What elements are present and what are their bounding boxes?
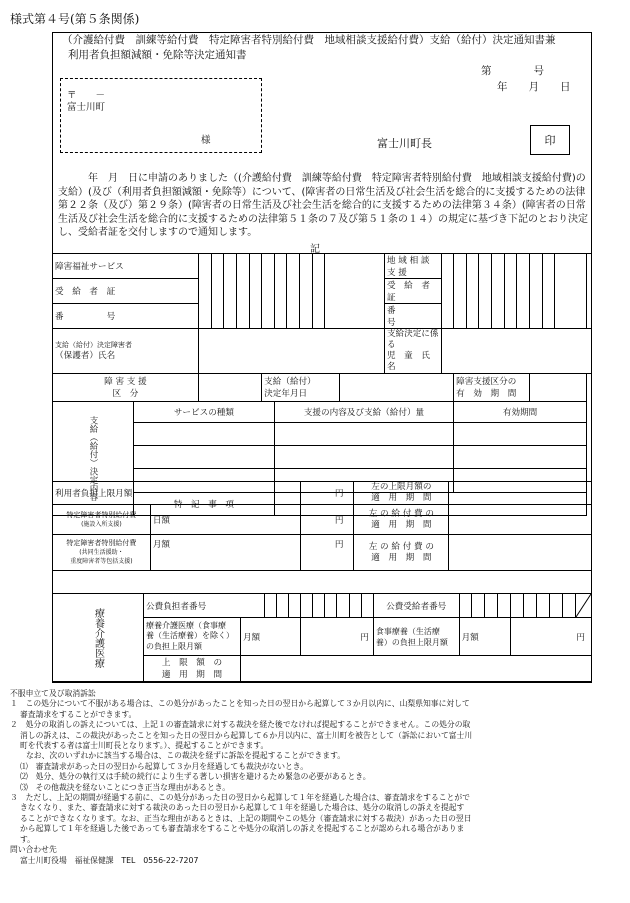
daily-amount-yen: 円 <box>300 505 354 535</box>
limit-period-1: 左の上限月額の <box>371 482 432 492</box>
pay-period-label-1 <box>354 505 449 535</box>
support-content-header: 支援の内容及び支給（給付）量 <box>274 402 453 423</box>
meal-1: 食事療養（生活療 <box>375 626 440 636</box>
decision-date-label <box>262 374 340 402</box>
medical-care-table <box>52 593 592 682</box>
limit-3-2: 適 用 期 間 <box>161 669 223 680</box>
special1-2: (施設入所支援) <box>81 520 122 528</box>
category-label-1: 障 害 支 援 <box>104 376 147 387</box>
notes-heading: 不服申立て及び取消訴訟 <box>10 689 96 698</box>
note-3b: きなくなり、また、審査請求に対する裁決のあった日の翌日から起算して１年を経過した場合は、処分の取消しの訴えを提起す <box>20 803 465 813</box>
meal-yen: 円 <box>511 618 592 656</box>
limit-period-label-medical <box>144 656 241 682</box>
document-title-line1: （介護給付費 訓練等給付費 特定障害者特別給付費 地域相談支援給付費）支給（給付）決定通知書兼 <box>62 34 556 46</box>
certificate-label: 受 給 者 証 <box>53 279 199 304</box>
note-1a: １ この処分について不服がある場合は、この処分があったことを知った日の翌日から起算して３か月以内に、山梨県知事に対して <box>10 699 470 709</box>
note-3e: す。 <box>20 834 35 844</box>
category-valid-period-label <box>454 374 530 402</box>
certificate-label-right: 受 給 者 証 <box>384 279 441 304</box>
meal-2: 養）の負担上限月額 <box>375 637 448 647</box>
note-3c: ることができなくなります。なお、正当な理由があるときは、上記の期間やこの処分（審査請求に対する裁決）があった日の翌日 <box>20 813 472 823</box>
burden-limit-table <box>52 481 592 571</box>
daily-amount-label: 日額 <box>150 505 300 535</box>
support-category-label <box>53 374 199 402</box>
monthly-amount-label: 月額 <box>150 535 300 571</box>
special2-1: 特定障害者特別給付費 <box>66 539 137 547</box>
category-label-2: 区 分 <box>112 388 139 399</box>
meal-limit-label <box>373 618 459 656</box>
valid-period-header: 有効期間 <box>454 402 587 423</box>
note-2d: なお、次のいずれかに該当する場合は、この裁決を経ずに訴訟を提起することができます。 <box>26 751 346 761</box>
monthly-amount-yen: 円 <box>300 535 354 571</box>
note-2b: 消しの訴えは、この裁決があったことを知った日の翌日から起算して６か月以内に、富士川町を被告として（訴訟において富士川 <box>20 730 473 740</box>
contact-info: 富士川町役場 福祉保健課 TEL 0556-22-7207 <box>20 855 199 865</box>
decision-date-1: 支給（給付） <box>264 376 316 387</box>
medical-care-side-label: 療養介護医療 <box>53 594 144 682</box>
special-benefit-group-label <box>53 535 151 571</box>
care-3: の負担上限月額 <box>146 641 202 651</box>
payer-number-label: 公費負担者番号 <box>144 594 265 618</box>
valid-1: 障害支援区分の <box>456 376 517 387</box>
welfare-service-label: 障害福祉サービス <box>53 254 199 279</box>
recipient-town: 富士川町 <box>67 102 106 113</box>
note-2a: ２ 処分の取消しの訴えについては、上記１の審査請求に対する裁決を経た後でなければ提起することができません。この処分の取 <box>10 720 471 730</box>
document-date: 年 月 日 <box>497 81 571 93</box>
pay-period-label-2 <box>354 535 449 571</box>
guardian-name-label <box>53 329 199 374</box>
contact-heading: 問い合わせ先 <box>10 845 57 855</box>
guardian-label-1: 支給（給付）決定障害者 <box>55 341 132 349</box>
seal-label: 印 <box>544 134 556 147</box>
decision-content-side-label: 支給（給付）決定内容 <box>53 402 134 516</box>
special-benefit-facility-label <box>53 505 151 535</box>
limit-period-label <box>354 482 449 505</box>
child-name-label <box>384 329 441 374</box>
form-number-label: 様式第４号(第５条関係) <box>10 12 140 26</box>
number-label-right: 番 号 <box>384 304 441 329</box>
care-2: 養（生活療養）を除く） <box>146 631 234 641</box>
note-2f: ⑵ 処分、処分の執行又は手続の続行により生ずる著しい損害を避けるため緊急の必要があるとき。 <box>20 772 371 782</box>
notice-body: 年 月 日に申請のありました（(介護給付費 訓練等給付費 特定障害者特別給付費 地域相談支援給付費)の支給）(及び（利用者負担額減額・免除等）について、(障害者の日常生活及び社会生活を総合的に支援するための法律第２２条（及び）第２９条）(障害者の日常生活及び社会生活を総合的に支援するための法律第３４条）(障害者の日常生活及び社会生活を総合的に支援するための法律第５１条の７及び第５１条の１４）の規定に基づき下記のとおり決定し、受給者証を交付しますので通知します。 <box>58 173 588 238</box>
pay-period-2a: 左 の 給 付 費 の <box>368 541 434 552</box>
postal-code: 〒 － <box>67 90 106 101</box>
care-1: 療養介護医療（食事療 <box>146 620 226 630</box>
pay-period-1b: 適 用 期 間 <box>371 519 432 530</box>
note-2g: ⑶ その他裁決を経ないことにつき正当な理由があるとき。 <box>20 782 231 792</box>
pay-period-1a: 左 の 給 付 費 の <box>368 508 434 519</box>
diagonal-cell <box>575 594 591 618</box>
seal-box <box>530 125 570 155</box>
remarks-label: 特 記 事 項 <box>134 493 275 516</box>
note-2e: ⑴ 審査請求があった日の翌日から起算して３か月を経過しても裁決がないとき。 <box>20 761 309 771</box>
limit-3-1: 上 限 額 の <box>161 657 223 668</box>
document-number: 第 号 <box>481 65 544 77</box>
document-title-line2: 利用者負担額減額・免除等決定通知書 <box>68 49 247 61</box>
special1-1: 特定障害者特別給付費 <box>66 510 137 519</box>
guardian-label-2: （保護者）氏名 <box>55 351 116 361</box>
note-3d: から起算して１年を経過した後であっても審査請求をすることや処分の取消しの訴えを提起することが認められる場合がありま <box>20 824 465 834</box>
special2-3: 重度障害者等包括支援) <box>70 558 133 565</box>
special2-2: (共同生活援助・ <box>79 549 124 556</box>
honorific: 様 <box>201 135 211 146</box>
note-2c: 町を代表する者は富士川町長となります。）、提起することができます。 <box>20 741 269 751</box>
burden-limit-yen: 円 <box>300 482 354 505</box>
pay-period-2b: 適 用 期 間 <box>371 552 432 563</box>
decision-date-2: 決定年月日 <box>264 388 308 399</box>
valid-2: 有 効 期 間 <box>456 388 517 399</box>
child-label-2: 児 童 氏 名 <box>386 351 439 372</box>
note-3a: ３ ただし、上記の期間が経過する前に、この処分があった日の翌日から起算して１年を経過した場合は、審査請求をすることがで <box>10 793 470 803</box>
note-1b: 審査請求をすることができます。 <box>20 709 137 719</box>
service-type-header: サービスの種類 <box>134 402 275 423</box>
care-limit-label <box>144 618 241 656</box>
meal-monthly-label: 月額 <box>459 618 511 656</box>
decision-table <box>52 253 592 516</box>
appeal-notes <box>10 689 622 866</box>
issuer-name: 富士川町長 <box>377 137 432 150</box>
care-yen: 円 <box>301 618 374 656</box>
address-box <box>60 78 262 153</box>
limit-period-2: 適 用 期 間 <box>371 493 432 503</box>
recipient-number-label: 公費受給者番号 <box>373 594 459 618</box>
ki-heading: 記 <box>310 244 320 255</box>
number-label: 番 号 <box>53 304 199 329</box>
care-monthly-label: 月額 <box>240 618 300 656</box>
child-label-1: 支給決定に係る <box>386 329 439 350</box>
regional-support-label: 地 域 相 談 支 援 <box>384 254 441 279</box>
burden-limit-label: 利用者負担上限月額 <box>53 482 301 505</box>
